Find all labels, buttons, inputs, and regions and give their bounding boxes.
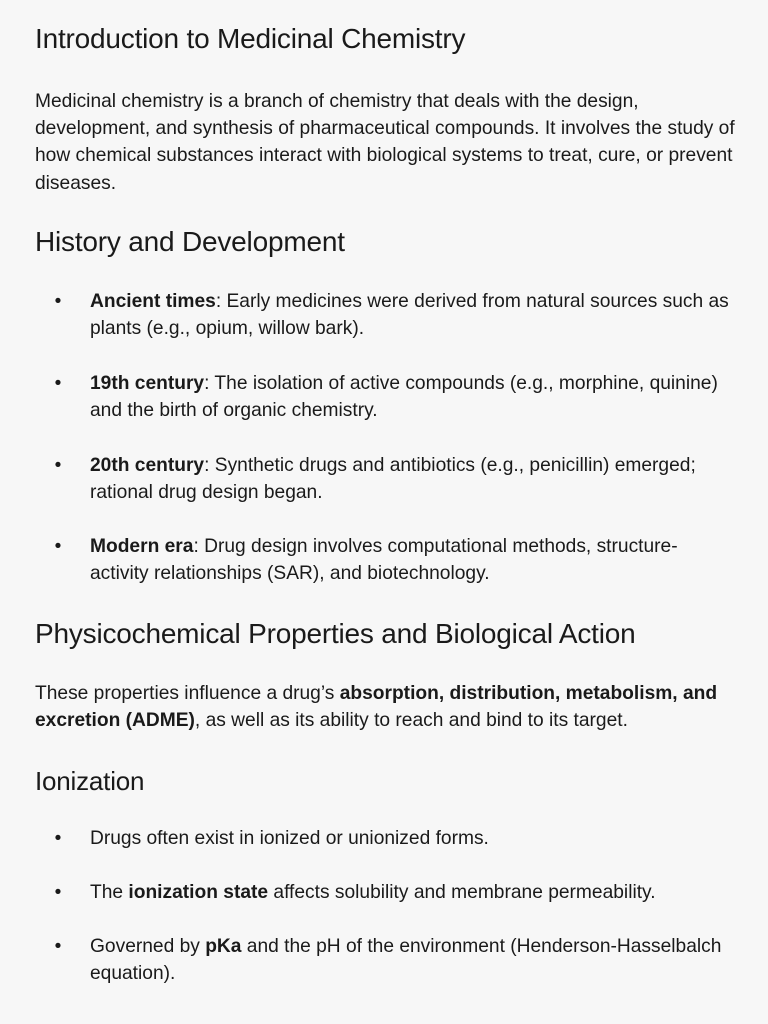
list-item-term: ionization state	[128, 882, 269, 903]
bullet-icon: •	[54, 536, 62, 557]
physchem-heading: Physicochemical Properties and Biological Action	[35, 618, 636, 649]
bullet-icon: •	[54, 828, 62, 849]
list-item-text	[90, 288, 730, 342]
list-item-term: 19th century	[90, 373, 205, 394]
bullet-icon: •	[54, 882, 62, 903]
page-title: Introduction to Medicinal Chemistry	[35, 23, 466, 54]
list-item-text	[90, 879, 730, 906]
list-item-description: : Drug design involves computational methods, structure-activity relationships (SAR), and biotechnology.	[90, 536, 678, 585]
adme-text-bold: absorption, distribution, metabolism, and excretion (ADME)	[35, 683, 718, 732]
bullet-icon: •	[54, 373, 62, 394]
list-item-description: : Synthetic drugs and antibiotics (e.g., penicillin) emerged; rational drug design began.	[90, 455, 696, 504]
list-item-text-post: affects solubility and membrane permeability.	[268, 882, 656, 903]
adme-paragraph	[35, 680, 735, 734]
list-item-text	[90, 452, 730, 506]
list-item-text	[90, 370, 730, 424]
list-item-text	[90, 533, 730, 587]
list-item-term: Ancient times	[90, 291, 216, 312]
list-item-text	[90, 933, 730, 987]
bullet-icon: •	[54, 291, 62, 312]
bullet-icon: •	[54, 455, 62, 476]
list-item-description: : The isolation of active compounds (e.g., morphine, quinine) and the birth of organic chemistry.	[90, 373, 718, 422]
list-item-text-pre: Governed by	[90, 936, 206, 957]
list-item-term: Modern era	[90, 536, 194, 557]
list-item-text: Drugs often exist in ionized or unionized forms.	[90, 828, 489, 849]
list-item-text-pre: The	[90, 882, 129, 903]
list-item-term: pKa	[205, 936, 242, 957]
intro-paragraph: Medicinal chemistry is a branch of chemistry that deals with the design, development, and synthesis of pharmaceutical compounds. It involves the study of how chemical substances interact with biological systems to treat, cure, or prevent diseases.	[35, 91, 735, 194]
adme-text-post: , as well as its ability to reach and bind to its target.	[194, 710, 628, 732]
ionization-heading: Ionization	[35, 766, 145, 796]
list-item-term: 20th century	[90, 455, 205, 476]
adme-text-pre: These properties influence a drug’s	[35, 683, 340, 704]
bullet-icon: •	[54, 936, 62, 957]
list-item-description: : Early medicines were derived from natural sources such as plants (e.g., opium, willow bark).	[90, 291, 729, 340]
history-heading: History and Development	[35, 226, 345, 257]
list-item-text-post: and the pH of the environment (Henderson-Hasselbalch equation).	[90, 936, 722, 985]
